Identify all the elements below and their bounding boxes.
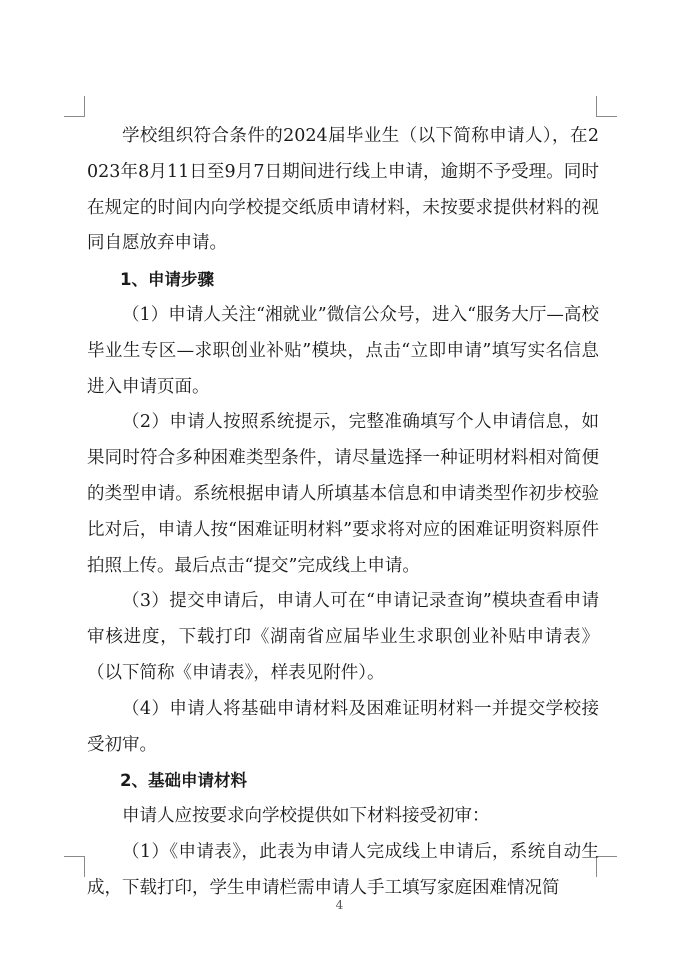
- step-2-paragraph: （2）申请人按照系统提示，完整准确填写个人申请信息，如果同时符合多种困难类型条件，请尽量选择一种证明材料相对简便的类型申请。系统根据申请人所填基本信息和申请类型作初步校验比对后，申请人按“困难证明材料”要求将对应的困难证明资料原件拍照上传。最后点击“提交”完成线上申请。: [87, 412, 599, 576]
- page-number: 4: [335, 898, 344, 912]
- crop-mark-top-left: [64, 96, 85, 117]
- section-heading-application-steps: 1、申请步骤: [120, 270, 214, 290]
- step-1-paragraph: （1）申请人关注“湘就业”微信公众号，进入“服务大厅—高校毕业生专区—求职创业补贴”模块，点击“立即申请”填写实名信息进入申请页面。: [87, 304, 599, 397]
- section-heading-basic-materials: 2、基础申请材料: [120, 771, 247, 791]
- material-1-paragraph: （1）《申请表》，此表为申请人完成线上申请后，系统自动生成，下载打印，学生申请栏需申请人手工填写家庭困难情况简: [87, 841, 599, 898]
- document-body: [87, 119, 599, 907]
- crop-mark-bottom-left: [64, 856, 85, 877]
- crop-mark-bottom-right: [596, 856, 617, 877]
- step-4-paragraph: （4）申请人将基础申请材料及困难证明材料一并提交学校接受初审。: [87, 698, 599, 755]
- step-3-paragraph: （3）提交申请后，申请人可在“申请记录查询”模块查看申请审核进度，下载打印《湖南省应届毕业生求职创业补贴申请表》（以下简称《申请表》，样表见附件）。: [87, 591, 599, 683]
- intro-paragraph: 学校组织符合条件的2024届毕业生（以下简称申请人），在2023年8月11日至9月7日期间进行线上申请，逾期不予受理。同时在规定的时间内向学校提交纸质申请材料，未按要求提供材料的视同自愿放弃申请。: [87, 126, 599, 254]
- crop-mark-top-right: [596, 96, 617, 117]
- materials-intro-paragraph: 申请人应按要求向学校提供如下材料接受初审：: [122, 806, 490, 827]
